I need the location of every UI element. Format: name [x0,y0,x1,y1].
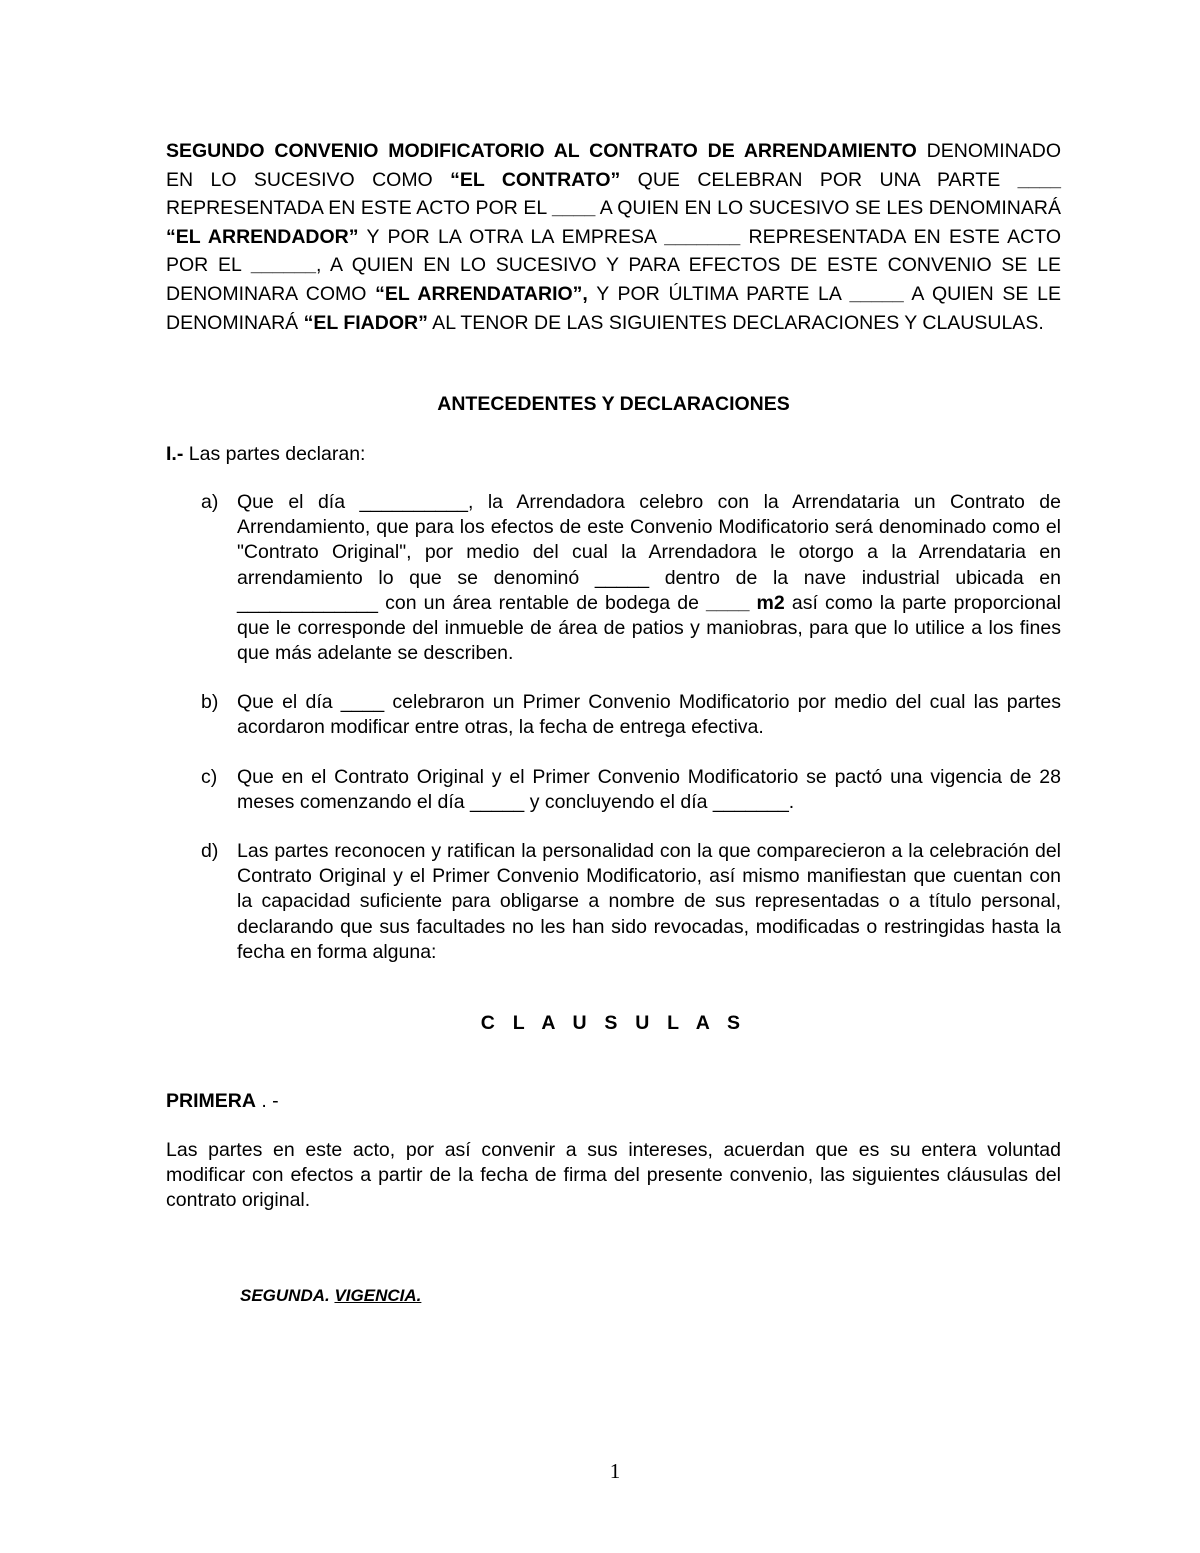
item-text: Que el día __________, la Arrendadora celebro con la Arrendataria un Contrato de Arrendamiento, que para los efectos de este Convenio Modificatorio será denominado como el "Contrato Original", por medio del cual la Arrendadora le otorgo a la Arrendataria en arrendamiento lo que se denominó _____ dentro de la nave industrial ubicada en _____________ con un área rentable de bodega de [237,491,1061,614]
intro-paragraph [166,137,1061,337]
list-item-text [237,490,1061,666]
clause-title-underlined: VIGENCIA. [334,1286,422,1305]
list-marker: b) [201,691,219,713]
list-item [201,690,1061,740]
term-el-arrendador: “EL ARRENDADOR” [166,225,359,248]
term-el-contrato: “EL CONTRATO” [450,168,621,191]
intro-text: A QUIEN SE LE DENOMINARÁ [166,282,1061,334]
heading-clausulas: C L A U S U L A S [480,1012,747,1034]
blank-field: ____ [551,197,596,220]
clause-primera-title [166,1090,279,1113]
term-el-fiador: “EL FIADOR” [303,311,428,334]
declaration-number: I.- [166,443,184,465]
declaration-intro [166,443,365,466]
list-marker: d) [201,840,219,862]
clause-segunda-title [240,1286,421,1306]
intro-text: A QUIEN EN LO SUCESIVO SE LES DENOMINARÁ [595,197,1061,220]
blank-field: _____ [849,282,904,305]
intro-text: AL TENOR DE LAS SIGUIENTES DECLARACIONES Y CLAUSULAS. [427,311,1044,334]
term-el-arrendatario: “EL ARRENDATARIO”, [375,282,588,305]
intro-text: REPRESENTADA EN ESTE ACTO POR EL [166,197,552,220]
area-blank: ____ m2 [706,591,785,614]
list-item [201,839,1061,965]
page-number: 1 [609,1459,621,1483]
intro-text: QUE CELEBRAN POR UNA PARTE [620,168,1018,191]
intro-text: , A QUIEN EN LO SUCESIVO Y PARA EFECTOS DE ESTE CONVENIO SE LE DENOMINARA COMO [166,254,1061,305]
intro-text: Y POR LA OTRA LA EMPRESA [358,225,665,248]
blank-field: ____ [1017,168,1061,191]
list-marker: a) [201,491,219,513]
clause-primera-text: Las partes en este acto, por así convenir a sus intereses, acuerdan que es su entera voluntad modificar con efectos a partir de la fecha de firma del presente convenio, las siguientes cláusulas del contrato original. [166,1139,1061,1211]
contract-title: SEGUNDO CONVENIO MODIFICATORIO AL CONTRATO DE ARRENDAMIENTO [166,140,917,162]
list-item-text: Las partes reconocen y ratifican la personalidad con la que comparecieron a la celebración del Contrato Original y el Primer Convenio Modificatorio, así mismo manifiestan que cuentan con la capacidad suficiente para obligarse a nombre de sus representadas o a título personal, declarando que sus facultades no les han sido revocadas, modificadas o restringidas hasta la fecha en forma alguna: [237,840,1061,963]
clause-label: PRIMERA [166,1090,256,1112]
heading-antecedentes: ANTECEDENTES Y DECLARACIONES [437,393,790,415]
clause-label-suffix: . - [255,1090,279,1112]
list-item-text: Que el día ____ celebraron un Primer Convenio Modificatorio por medio del cual las partes acordaron modificar entre otras, la fecha de entrega efectiva. [237,691,1061,739]
item-text: así como la parte proporcional que le corresponde del inmueble de área de patios y maniobras, para que lo utilice a los fines que más adelante se describen. [237,591,1061,665]
list-item-text: Que en el Contrato Original y el Primer Convenio Modificatorio se pactó una vigencia de 28 meses comenzando el día _____ y concluyendo el día _______. [237,766,1061,814]
blank-field: ______ [250,254,316,277]
intro-text: DENOMINADO EN LO SUCESIVO COMO [166,140,1061,191]
blank-field: _______ [664,225,741,248]
declaration-text: Las partes declaran: [183,443,366,465]
list-marker: c) [201,766,218,788]
list-item [201,765,1061,815]
clause-label: SEGUNDA. [240,1286,330,1305]
list-item [201,490,1061,666]
intro-text: REPRESENTADA EN ESTE ACTO POR EL [166,225,1061,277]
intro-text: Y POR ÚLTIMA PARTE LA [587,282,850,305]
